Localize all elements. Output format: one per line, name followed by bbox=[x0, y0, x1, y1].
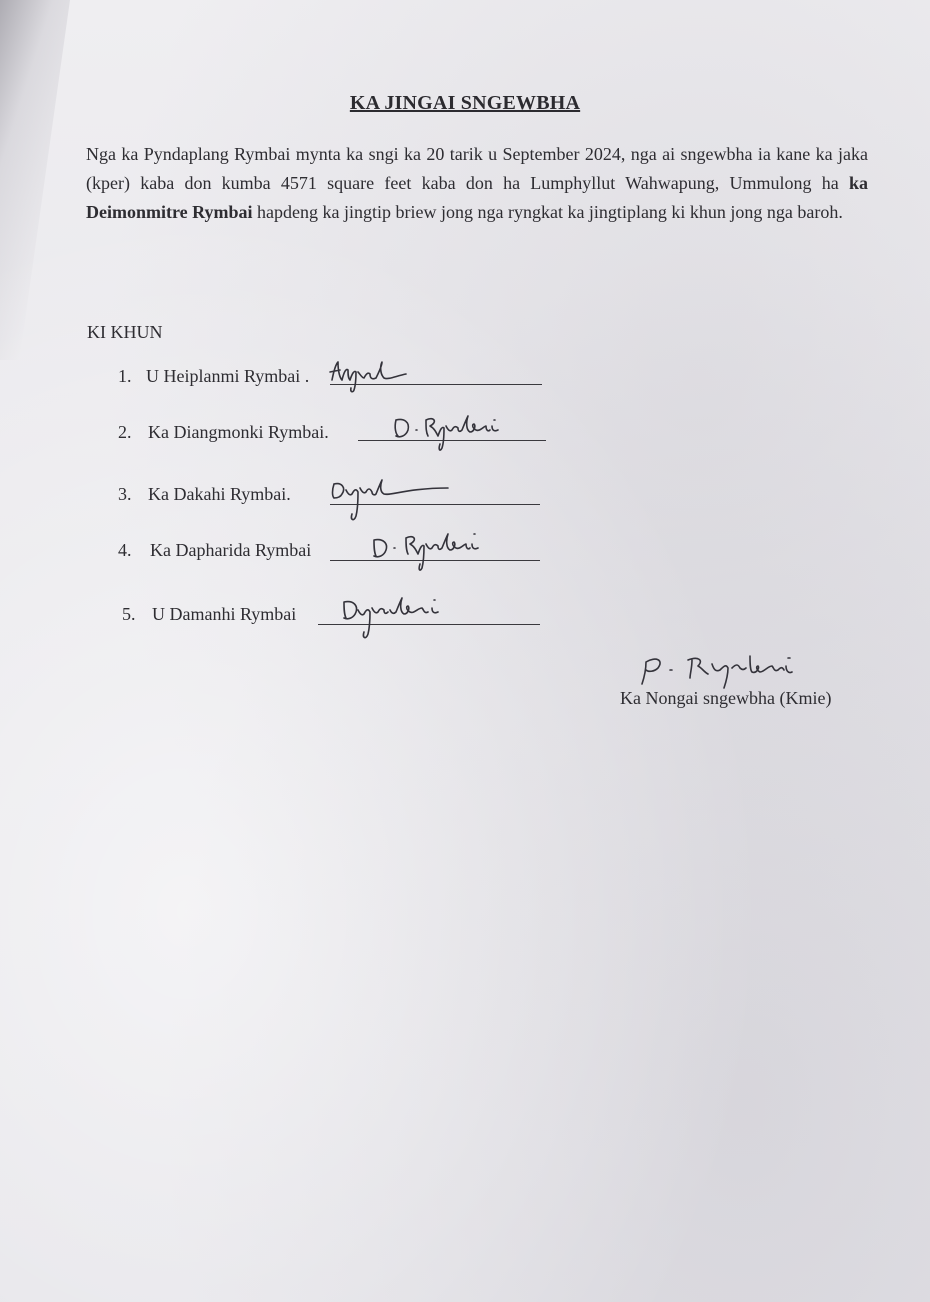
document-body-paragraph bbox=[86, 140, 868, 227]
witness-number: 4. bbox=[118, 540, 132, 560]
paper-fold-shadow bbox=[0, 0, 70, 360]
witness-entry-5 bbox=[122, 604, 552, 644]
witness-number: 2. bbox=[118, 422, 132, 442]
witness-number: 3. bbox=[118, 484, 132, 504]
document-title: KA JINGAI SNGEWBHA bbox=[349, 92, 581, 114]
witness-name: U Heiplanmi Rymbai . bbox=[146, 366, 310, 386]
paragraph-text-part2: hapdeng ka jingtip briew jong nga ryngkat ka jingtiplang ki khun jong nga baroh. bbox=[252, 202, 843, 222]
paragraph-text-part1: Nga ka Pyndaplang Rymbai mynta ka sngi ka 20 tarik u September 2024, nga ai sngewbha ia kane ka jaka (kper) kaba don kumba 4571 square feet kaba don ha Lumphyllut Wahwapung, Ummulong ha bbox=[86, 144, 868, 193]
witness-heading: KI KHUN bbox=[87, 322, 163, 342]
witness-signature bbox=[326, 358, 426, 398]
witness-number: 1. bbox=[118, 366, 132, 386]
witness-entry-2 bbox=[118, 422, 558, 462]
witness-entry-1 bbox=[118, 366, 548, 406]
witness-signature bbox=[368, 526, 498, 574]
witness-signature bbox=[338, 592, 468, 642]
witness-name: Ka Diangmonki Rymbai. bbox=[148, 422, 329, 442]
witness-name: Ka Dapharida Rymbai bbox=[150, 540, 312, 560]
witness-entry-4 bbox=[118, 540, 548, 580]
giver-label: Ka Nongai sngewbha (Kmie) bbox=[620, 688, 832, 708]
witness-name: U Damanhi Rymbai bbox=[152, 604, 297, 624]
witness-number: 5. bbox=[122, 604, 136, 624]
giver-signature bbox=[632, 640, 872, 690]
paragraph-bold-name: ka Deimonmitre Rymbai bbox=[86, 173, 868, 222]
witness-signature bbox=[328, 476, 468, 526]
witness-entry-3 bbox=[118, 484, 548, 524]
witness-signature bbox=[390, 410, 520, 454]
witness-name: Ka Dakahi Rymbai. bbox=[148, 484, 291, 504]
